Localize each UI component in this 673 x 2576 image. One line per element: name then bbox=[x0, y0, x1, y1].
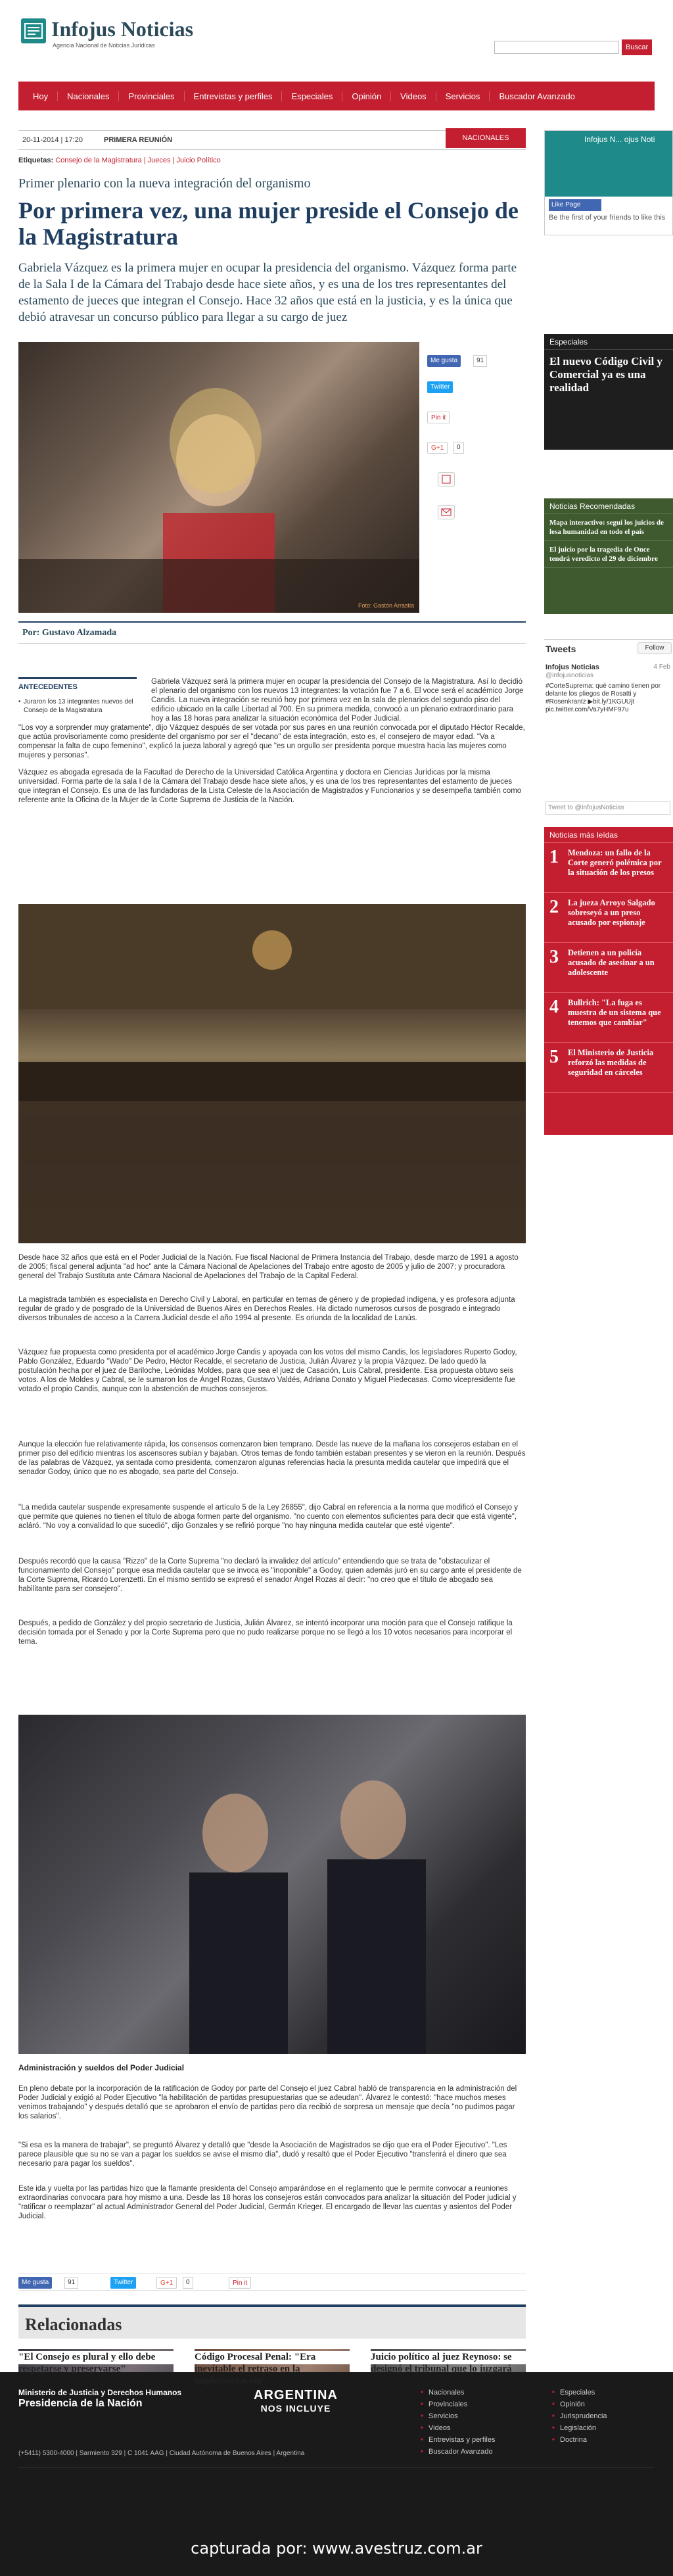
mas-leidas-box bbox=[544, 827, 673, 1135]
twitter-share-button[interactable]: Twitter bbox=[427, 381, 453, 393]
nav-item-nacionales[interactable]: Nacionales bbox=[58, 91, 119, 101]
footer-link[interactable]: ■ Videos bbox=[421, 2422, 495, 2434]
footer-ministerio: Ministerio de Justicia y Derechos Humanos bbox=[18, 2388, 182, 2397]
search-button[interactable]: Buscar bbox=[622, 39, 652, 55]
related-title-2[interactable]: Código Procesal Penal: "Era inevitable el retraso en la implementación" bbox=[195, 2351, 350, 2364]
mas-leidas-header: Noticias más leídas bbox=[544, 827, 673, 843]
footer-link[interactable]: ■ Doctrina bbox=[552, 2434, 607, 2446]
site-logo-title[interactable]: Infojus Noticias bbox=[51, 17, 194, 41]
pinterest-button-bottom[interactable]: Pin it bbox=[229, 2277, 251, 2289]
nav-item-servicios[interactable]: Servicios bbox=[436, 91, 490, 101]
twitter-share-button-bottom[interactable]: Twitter bbox=[110, 2277, 136, 2289]
footer-link[interactable]: ■ Buscador Avanzado bbox=[421, 2446, 495, 2458]
related-title: Relacionadas bbox=[25, 2315, 122, 2334]
footer-link[interactable]: ■ Provinciales bbox=[421, 2398, 495, 2410]
site-footer bbox=[0, 2352, 673, 2576]
article-section: PRIMERA REUNIÓN bbox=[104, 136, 173, 144]
nav-item-videos[interactable]: Videos bbox=[391, 91, 436, 101]
article-date: 20-11-2014 | 17:20 bbox=[22, 136, 83, 144]
nav-item-buscador[interactable]: Buscador Avanzado bbox=[499, 91, 575, 101]
recomendadas-header: Noticias Recomendadas bbox=[544, 498, 673, 514]
article-paragraph-5: La magistrada también es especialista en Derecho Civil y Laboral, en particular en temas de género y de propiedad indígena, y es profesora adjunta regular de grado y de posgrado de la Universidad de Buenos Aires en Derechos Reales. Ha dictado numerosos cursos de posgrado e integrado diversos tribunales de acceso a la Carrera Judicial desde el año 1994 al presente. Es oriunda de la localidad de Lanús. bbox=[18, 1296, 515, 1322]
article-paragraph-3: Vázquez es abogada egresada de la Facultad de Derecho de la Universidad Católica Argentina y doctora en Ciencias Jurídicas por la misma universidad. Forma parte de la sala I de la Cámara del Trabajo desde hace siete años, y es una de los tres representantes del estamento de jueces que integran el Consejo. Es una de las fundadoras de la Lista Celeste de la Asociación de Magistrados y Funcionarios y se desempeña también como referente ante la Oficina de la Mujer de la Corte Suprema de Justicia de la Nación. bbox=[18, 769, 522, 804]
article-tags: Etiquetas: Consejo de la Magistratura | Jueces | Juicio Político bbox=[18, 156, 221, 164]
print-icon[interactable] bbox=[438, 472, 455, 487]
tweet-date: 4 Feb bbox=[653, 663, 670, 671]
mas-leida-item[interactable] bbox=[544, 893, 673, 943]
footer-link[interactable]: ■ Entrevistas y perfiles bbox=[421, 2434, 495, 2446]
twitter-follow-button[interactable]: Follow bbox=[638, 642, 672, 654]
article-kicker: Primer plenario con la nueva integración del organismo bbox=[18, 176, 311, 191]
tag-links[interactable]: Consejo de la Magistratura | Jueces | Juicio Político bbox=[55, 156, 221, 164]
article-paragraph-4: Desde hace 32 años que está en el Poder Judicial de la Nación. Fue fiscal Nacional de Primera Instancia del Trabajo, desde marzo de 1991 a agosto de 2005; fiscal general adjunta "ad hoc" ante la Cámara Nacional de Apelaciones del Trabajo entre agosto de 2005 y julio de 2007; y procuradora general del Trabajo Sustituta ante Cámara Nacional de Apelaciones del Trabajo de la Capital Federal. bbox=[18, 1254, 519, 1280]
pinterest-button[interactable]: Pin it bbox=[427, 412, 450, 423]
footer-argentina-logo[interactable] bbox=[250, 2388, 342, 2414]
mas-leida-item[interactable] bbox=[544, 943, 673, 993]
antecedentes-link[interactable]: • Juraron los 13 integrantes nuevos del Consejo de la Magistratura bbox=[18, 698, 137, 715]
officials-photo bbox=[18, 1715, 526, 2054]
footer-links-1 bbox=[421, 2387, 495, 2458]
mas-leida-item[interactable] bbox=[544, 843, 673, 893]
google-plus-button[interactable]: G+1 bbox=[427, 442, 448, 454]
article-paragraph-2: "Los voy a sorprender muy gratamente", dijo Vázquez después de ser votada por sus pares en una reunión convocada por el diputado Héctor Recalde, que actúa provisoriamente como presidente del organismo por ser el "decano" de esta integración, esto es, el consejero de mayor edad. "Va a compensar la falta de cupo femenino", explicó la jueza laboral y agregó que "es un orgullo ser presidenta porque muestra hacia las mujeres como mujeres y personas". bbox=[18, 724, 525, 759]
site-header bbox=[0, 0, 673, 74]
article-paragraph-6: Vázquez fue propuesta como presidenta por el académico Jorge Candis y apoyada con los votos del mismo Candis, los legisladores Ruperto Godoy, Pablo González, Eduardo "Wado" De Pedro, Héctor Recalde, el secretario de Justicia, Julián Álvarez y la propia Vázquez. De lado quedó la postulación hecha por el juez de Bariloche, Leónidas Moldes, para que sea el juez de Casación, Luis Cabral, presidente. Esa propuesta obtuvo seis votos. A los de Moldes y Cabral, se le sumaron los de Ángel Rozas, Gustavo Valdés, Adriana Donato y Miguel Piedecasas. Como vicepresidente fue votado el propio Candis, aunque con la abstención de muchos consejeros. bbox=[18, 1348, 517, 1393]
infojus-logo-icon[interactable] bbox=[21, 18, 46, 43]
google-plus-count-bottom: 0 bbox=[183, 2277, 193, 2289]
twitter-widget bbox=[544, 639, 673, 826]
tweet-to-input[interactable]: Tweet to @InfojusNoticias bbox=[545, 801, 670, 815]
nav-item-entrevistas[interactable]: Entrevistas y perfiles bbox=[185, 91, 283, 101]
mas-leida-number: 3 bbox=[549, 947, 559, 967]
facebook-like-button-bottom[interactable]: Me gusta bbox=[18, 2277, 52, 2289]
footer-link[interactable]: ■ Especiales bbox=[552, 2387, 607, 2398]
related-header bbox=[18, 2304, 526, 2339]
article-paragraph-11: En pleno debate por la incorporación de la ratificación de Godoy por parte del Consejo el juez Cabral habló de transparencia en la administración del Poder Judicial y exigió al Poder Ejecutivo "la habilitación de partidas presupuestarias que se adeudan". Álvarez le contestó: "hace muchos meses venimos trabajando" y después detalló que se aprobaron el envío de partidas pero dia recibió de sorpresa un mensaje que decía "no pudimos pagar los salarios". bbox=[18, 2085, 517, 2120]
footer-link[interactable]: ■ Opinión bbox=[552, 2398, 607, 2410]
facebook-like-count-bottom: 91 bbox=[64, 2277, 78, 2289]
article-paragraph-1: Gabriela Vázquez será la primera mujer en ocupar la presidencia del Consejo de la Magistratura. Así lo decidió el plenario del organismo con los nuevos 13 integrantes: la votación fue 7 a 6. El voce será el académico Jorge Candis. La nueva integración se reunió hoy por primera vez en la sala de plenarios del segundo piso del edificio ubicado en la calle Libertad al 700. En su primera medida, convocó a un plenario extraordinario para hoy a las 18 horas para analizar la situación económica del Poder Judicial. bbox=[151, 678, 524, 723]
article-paragraph-10: Después, a pedido de González y del propio secretario de Justicia, Julián Álvarez, se intentó incorporar una moción para que el Consejo ratifique la decisión tomada por el Senado y por la Corte Suprema pero que no pudo realizarse porque no se llegó a los 10 votos necesarios para incorporar el tema. bbox=[18, 1619, 513, 1646]
mas-leida-title[interactable]: Bullrich: "La fuga es muestra de un sistema que tenemos que cambiar" bbox=[568, 998, 661, 1027]
antecedentes-title: ANTECEDENTES bbox=[18, 683, 78, 691]
mas-leida-item[interactable] bbox=[544, 993, 673, 1043]
related-title-1[interactable]: "El Consejo es plural y ello debe respetarse y preservarse" bbox=[18, 2351, 174, 2364]
mas-leida-number: 2 bbox=[549, 897, 559, 917]
article-title: Por primera vez, una mujer preside el Consejo de la Magistratura bbox=[18, 197, 519, 250]
especiales-title[interactable]: El nuevo Código Civil y Comercial ya es una realidad bbox=[549, 355, 662, 394]
facebook-like-page-button[interactable]: Like Page bbox=[549, 199, 601, 211]
mas-leida-title[interactable]: Detienen a un policía acusado de asesinar a un adolescente bbox=[568, 948, 655, 977]
article-paragraph-9: Después recordó que la causa "Rizzo" de la Corte Suprema "no declaró la invalidez del artículo" entendiendo que se trata de "obstaculizar el funcionamiento del Consejo" porque esa medida cautelar que se invoca es "inoponible" a Godoy, quien además juró en su cargo ante el presidente de la Corte Suprema, Ricardo Lorenzetti. En el mismo sentido se expresó el senador Ángel Rozas al decir: "no creo que el título de abogado sea habilitante para ser consejero". bbox=[18, 1558, 522, 1593]
footer-link[interactable]: ■ Nacionales bbox=[421, 2387, 495, 2398]
antecedentes-box bbox=[18, 677, 137, 715]
section-tag-nacionales[interactable]: NACIONALES bbox=[446, 128, 526, 148]
facebook-like-count: 91 bbox=[473, 355, 487, 367]
article-paragraph-13: Este ida y vuelta por las partidas hizo que la flamante presidenta del Consejo amparándose en el reglamento que le permite convocar a reuniones extraordinarias convocara para hoy mismo a una. Desde las 18 horas los consejeros están convocados para analizar la situación del Poder judicial y "ratificar o reemplazar" al actual Administrador General del Poder Judicial, Germán Krieger. El encargado de llevar las cuentas y asientos del Poder Judicial. bbox=[18, 2185, 517, 2220]
footer-divider bbox=[18, 2467, 655, 2468]
google-plus-count: 0 bbox=[453, 442, 464, 454]
mas-leida-number: 1 bbox=[549, 847, 559, 867]
tweet-text: #CorteSuprema: qué camino tienen por delante los pliegos de Rosatti y #Rosenkrantz ▶bit.ly/1KGUUjt pic.twitter.com/Va7yHMF97u bbox=[545, 682, 661, 713]
bottom-share-bar bbox=[18, 2274, 526, 2291]
section-subtitle: Administración y sueldos del Poder Judicial bbox=[18, 2063, 185, 2072]
tweet-account: Infojus Noticias bbox=[545, 663, 599, 671]
facebook-page-widget bbox=[544, 130, 673, 235]
mas-leida-item[interactable] bbox=[544, 1043, 673, 1093]
nav-item-opinion[interactable]: Opinión bbox=[342, 91, 391, 101]
mas-leida-number: 5 bbox=[549, 1047, 559, 1067]
recomendada-link[interactable]: El juicio por la tragedia de Once tendrá veredicto el 29 de diciembre bbox=[544, 541, 673, 568]
especiales-box[interactable] bbox=[544, 334, 673, 450]
article-lead: Gabriela Vázquez es la primera mujer en ocupar la presidencia del organismo. Vázquez forma parte de la Sala I de la Cámara del Trabajo desde hace siete años, y es una de los tres representantes del estamento de jueces que integran el Consejo. Hace 32 años que está en la justicia, y es la única que debió atravesar un concurso público para llegar a su cargo de juez bbox=[18, 261, 517, 324]
facebook-friends-text: Be the first of your friends to like this bbox=[549, 214, 666, 222]
nav-item-hoy[interactable]: Hoy bbox=[24, 91, 58, 101]
tweet-item[interactable] bbox=[545, 663, 670, 714]
tweet-handle: @infojusnoticias bbox=[545, 672, 593, 679]
article-byline: Por: Gustavo Alzamada bbox=[18, 621, 526, 644]
footer-link[interactable]: ■ Legislación bbox=[552, 2422, 607, 2434]
article-paragraph-7: Aunque la elección fue relativamente rápida, los consensos comenzaron bien temprano. Desde las nueve de la mañana los consejeros estaban en el primer piso del edificio mientras los ascensores subían y bajaban. Otros temas de fondo también estaban presentes y se vieron en la reunión. Después de las palabras de Vázquez, ya sentada como presidenta, comenzaron algunas referencias hacia la presunta medida cautelar que impedirá que el senador Godoy, único que no es abogado, sea parte del Consejo. bbox=[18, 1441, 526, 1476]
footer-presidencia: Presidencia de la Nación bbox=[18, 2398, 143, 2409]
main-photo bbox=[18, 342, 419, 613]
footer-nos-incluye: NOS INCLUYE bbox=[260, 2403, 331, 2414]
site-logo-subtitle: Agencia Nacional de Noticias Jurídicas bbox=[53, 42, 155, 49]
especiales-header: Especiales bbox=[544, 334, 673, 350]
footer-links-2 bbox=[552, 2387, 607, 2446]
related-title-3[interactable]: Juicio político al juez Reynoso: se designó el tribunal que lo juzgará bbox=[371, 2351, 526, 2364]
email-icon[interactable] bbox=[438, 505, 455, 519]
mas-leida-number: 4 bbox=[549, 997, 559, 1017]
article-paragraph-8: "La medida cautelar suspende expresamente suspende el artículo 5 de la Ley 26855", dijo Cabral en referencia a la norma que modificó el Consejo y que permite que quienes no tienen el título de aboga formen parte del organismo. "no cuento con elementos suficientes para decir que está vigente", acláró. "No voy a convalidad lo que sucedió", dijo Gonzales y se refirió porque "no hay ninguna medida cautelar que esté vigente". bbox=[18, 1504, 518, 1530]
recomendada-link[interactable]: Mapa interactivo: seguí los juicios de lesa humanidad en todo el país bbox=[544, 514, 673, 541]
mas-leida-title[interactable]: El Ministerio de Justicia reforzó las medidas de seguridad en cárceles bbox=[568, 1048, 654, 1077]
nav-item-especiales[interactable]: Especiales bbox=[282, 91, 342, 101]
footer-address: (+5411) 5300-4000 | Sarmiento 329 | C 1041 AAG | Ciudad Autónoma de Buenos Aires | Argentina bbox=[18, 2450, 305, 2457]
nav-item-provinciales[interactable]: Provinciales bbox=[119, 91, 184, 101]
facebook-like-button[interactable]: Me gusta bbox=[427, 355, 461, 367]
main-nav bbox=[18, 82, 655, 110]
search-input[interactable] bbox=[494, 41, 619, 54]
recomendadas-box bbox=[544, 498, 673, 614]
article-paragraph-12: "Si esa es la manera de trabajar", se preguntó Álvarez y detalló que "desde la Asociación de Magistrados se dijo que era el Poder Ejecutivo". "Les parece plausible que su no se van a pagar los sueldos se avise el mismo día", dudó y resaltó que el Poder Ejecutivo "transferirá el dinero que sea necesario para pagar los sueldos". bbox=[18, 2141, 507, 2168]
capture-watermark: capturada por: www.avestruz.com.ar bbox=[191, 2539, 482, 2558]
mas-leida-title[interactable]: Mendoza: un fallo de la Corte generó polémica por la situación de los presos bbox=[568, 848, 662, 877]
facebook-page-title[interactable]: Infojus N... ojus Noti bbox=[584, 135, 655, 144]
footer-ministerio-logo[interactable] bbox=[18, 2388, 181, 2410]
plenary-photo bbox=[18, 904, 526, 1243]
footer-argentina: ARGENTINA bbox=[254, 2388, 338, 2402]
footer-link[interactable]: ■ Servicios bbox=[421, 2410, 495, 2422]
photo-credit: Foto: Gastón Arrastia bbox=[358, 602, 414, 609]
article-meta-bar bbox=[18, 130, 526, 150]
mas-leida-title[interactable]: La jueza Arroyo Salgado sobreseyó a un preso acusado por espionaje bbox=[568, 898, 655, 927]
footer-link[interactable]: ■ Jurisprudencia bbox=[552, 2410, 607, 2422]
tweets-header: Tweets bbox=[545, 644, 576, 654]
google-plus-button-bottom[interactable]: G+1 bbox=[156, 2277, 177, 2289]
